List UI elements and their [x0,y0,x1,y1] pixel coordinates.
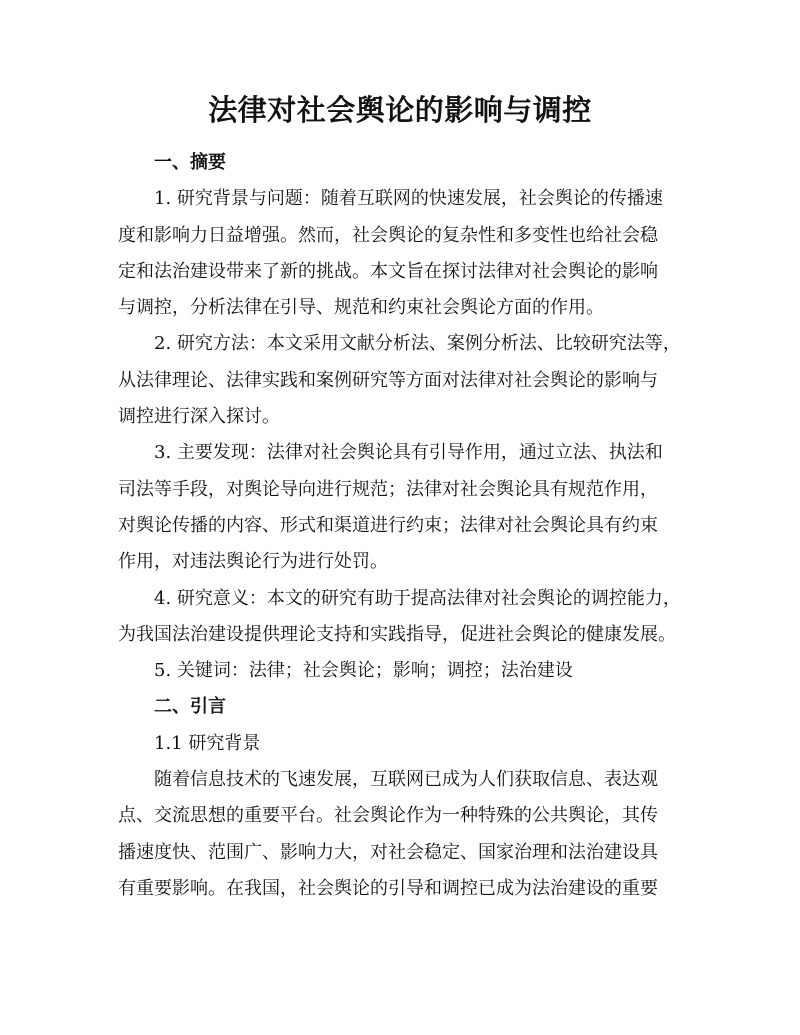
paragraph-line: 从法律理论、法律实践和案例研究等方面对法律对社会舆论的影响与 [118,369,658,391]
paragraph-line: 为我国法治建设提供理论支持和实践指导，促进社会舆论的健康发展。 [118,623,676,645]
document-body [118,145,690,907]
paragraph-line: 与调控，分析法律在引导、规范和约束社会舆论方面的作用。 [118,297,604,319]
paragraph-line: 播速度快、范围广、影响力大，对社会稳定、国家治理和法治建设具 [118,841,658,863]
subsection-heading-background: 1.1 研究背景 [154,732,261,754]
paragraph-line: 对舆论传播的内容、形式和渠道进行约束；法律对社会舆论具有约束 [118,514,658,536]
paragraph-line: 点、交流思想的重要平台。社会舆论作为一种特殊的公共舆论，其传 [118,805,658,827]
paragraph-line: 3. 主要发现：法律对社会舆论具有引导作用，通过立法、执法和 [154,442,663,464]
document-title: 法律对社会舆论的影响与调控 [208,93,592,127]
paragraph-line: 有重要影响。在我国，社会舆论的引导和调控已成为法治建设的重要 [118,877,658,899]
paragraph-line: 1. 研究背景与问题：随着互联网的快速发展，社会舆论的传播速 [154,188,663,210]
paragraph-line: 司法等手段，对舆论导向进行规范；法律对社会舆论具有规范作用， [118,478,658,500]
paragraph-line: 调控进行深入探讨。 [118,406,280,428]
paragraph-line: 2. 研究方法：本文采用文献分析法、案例分析法、比较研究法等， [154,333,681,355]
section-heading-introduction: 二、引言 [154,696,226,718]
paragraph-line: 度和影响力日益增强。然而，社会舆论的复杂性和多变性也给社会稳 [118,224,658,246]
paragraph-line: 定和法治建设带来了新的挑战。本文旨在探讨法律对社会舆论的影响 [118,260,658,282]
keywords-line: 5. 关键词：法律；社会舆论；影响；调控；法治建设 [154,660,573,682]
paragraph-line: 作用，对违法舆论行为进行处罚。 [118,551,388,573]
section-heading-abstract: 一、摘要 [154,152,226,173]
paragraph-line: 随着信息技术的飞速发展，互联网已成为人们获取信息、表达观 [154,769,658,791]
paragraph-line: 4. 研究意义：本文的研究有助于提高法律对社会舆论的调控能力， [154,587,681,609]
